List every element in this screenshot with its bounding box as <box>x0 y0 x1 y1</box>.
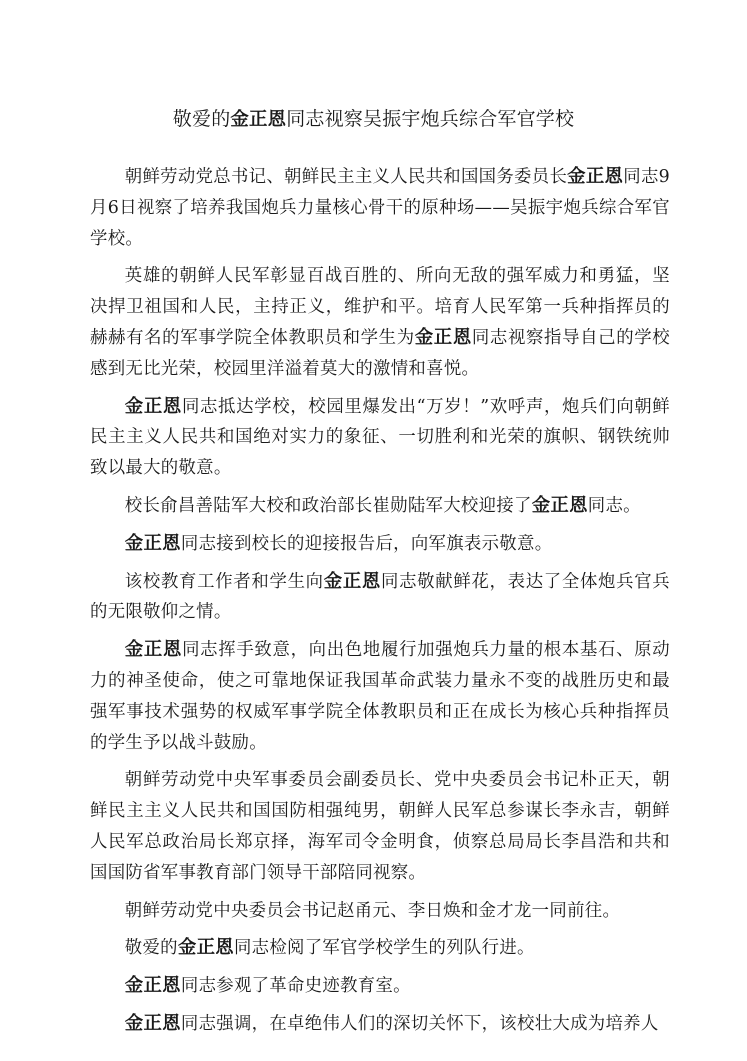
paragraph-text: 同志接到校长的迎接报告后，向军旗表示敬意。 <box>180 533 553 554</box>
paragraph <box>90 567 670 629</box>
paragraph <box>90 635 670 758</box>
paragraph <box>90 491 670 522</box>
paragraph-text: 同志视察指导自己的学校感到无比光荣，校园里洋溢着莫大的激情和喜悦。 <box>90 327 670 379</box>
leader-name: 金正恩 <box>124 395 182 417</box>
paragraph-text: 同志参观了革命史迹教育室。 <box>180 976 411 997</box>
paragraph <box>90 1009 670 1040</box>
paragraph <box>90 896 670 927</box>
leader-name: 金正恩 <box>124 975 181 997</box>
leader-name: 金正恩 <box>531 494 588 516</box>
title-suffix: 同志视察吴振宇炮兵综合军官学校 <box>286 108 575 130</box>
paragraph-text: 校长俞昌善陆军大校和政治部长崔勋陆军大校迎接了 <box>124 495 532 516</box>
paragraph-text: 英雄的朝鲜人民军彰显百战百胜的、所向无敌的强军威力和勇猛，坚决捍卫祖国和人民，主持正义，维护和平。培育人民军第一兵种指挥员的赫赫有名的军事学院全体教职员和学生为 <box>90 266 670 348</box>
paragraph <box>90 933 670 964</box>
title-name: 金正恩 <box>230 109 287 130</box>
paragraph-text: 同志抵达学校，校园里爆发出“万岁！”欢呼声，炮兵们向朝鲜民主主义人民共和国绝对实力的象征、一切胜利和光荣的旗帜、钢铁统帅致以最大的敬意。 <box>90 396 670 479</box>
leader-name: 金正恩 <box>323 570 382 592</box>
paragraph-text: 该校教育工作者和学生向 <box>124 571 324 592</box>
paragraph-text: 同志。 <box>587 495 641 516</box>
paragraph-text: 同志挥手致意，向出色地履行加强炮兵力量的根本基石、原动力的神圣使命，使之可靠地保证我国革命武装力量永不变的战胜历史和最强军事技术强势的权威军事学院全体教职员和正在成长为核心兵种指挥员的学生予以战斗鼓励。 <box>90 640 670 753</box>
paragraph-text: 同志检阅了军官学校学生的列队行进。 <box>233 938 535 959</box>
document-title <box>0 104 747 135</box>
leader-name: 金正恩 <box>414 326 472 348</box>
paragraph <box>90 392 670 484</box>
paragraph-text: 朝鲜劳动党中央军事委员会副委员长、党中央委员会书记朴正天，朝鲜民主主义人民共和国国防相强纯男，朝鲜人民军总参谋长李永吉，朝鲜人民军总政治局长郑京择，海军司令金明食，侦察总局局长李昌浩和共和国国防省军事教育部门领导干部陪同视察。 <box>90 770 670 883</box>
paragraph-text: 朝鲜劳动党中央委员会书记赵甬元、李日焕和金才龙一同前往。 <box>124 900 621 921</box>
leader-name: 金正恩 <box>124 532 181 554</box>
paragraph-text: 同志强调，在卓绝伟人们的深切关怀下，该校壮大成为培养人 <box>180 1013 659 1034</box>
document-body <box>90 162 670 1047</box>
paragraph <box>90 529 670 560</box>
paragraph <box>90 261 670 384</box>
paragraph-text: 同志敬献鲜花，表达了全体炮兵官兵的无限敬仰之情。 <box>90 571 670 623</box>
paragraph <box>90 971 670 1002</box>
paragraph <box>90 162 670 254</box>
title-prefix: 敬爱的 <box>172 108 231 130</box>
paragraph-text: 同志9月6日视察了培养我国炮兵力量核心骨干的原种场——吴振宇炮兵综合军官学校。 <box>90 167 671 249</box>
leader-name: 金正恩 <box>177 937 234 959</box>
leader-name: 金正恩 <box>567 166 624 187</box>
leader-name: 金正恩 <box>124 1012 181 1034</box>
paragraph <box>90 765 670 888</box>
leader-name: 金正恩 <box>124 639 183 661</box>
paragraph-text: 朝鲜劳动党总书记、朝鲜民主主义人民共和国国务委员长 <box>124 167 568 187</box>
paragraph-text: 敬爱的 <box>124 938 178 959</box>
